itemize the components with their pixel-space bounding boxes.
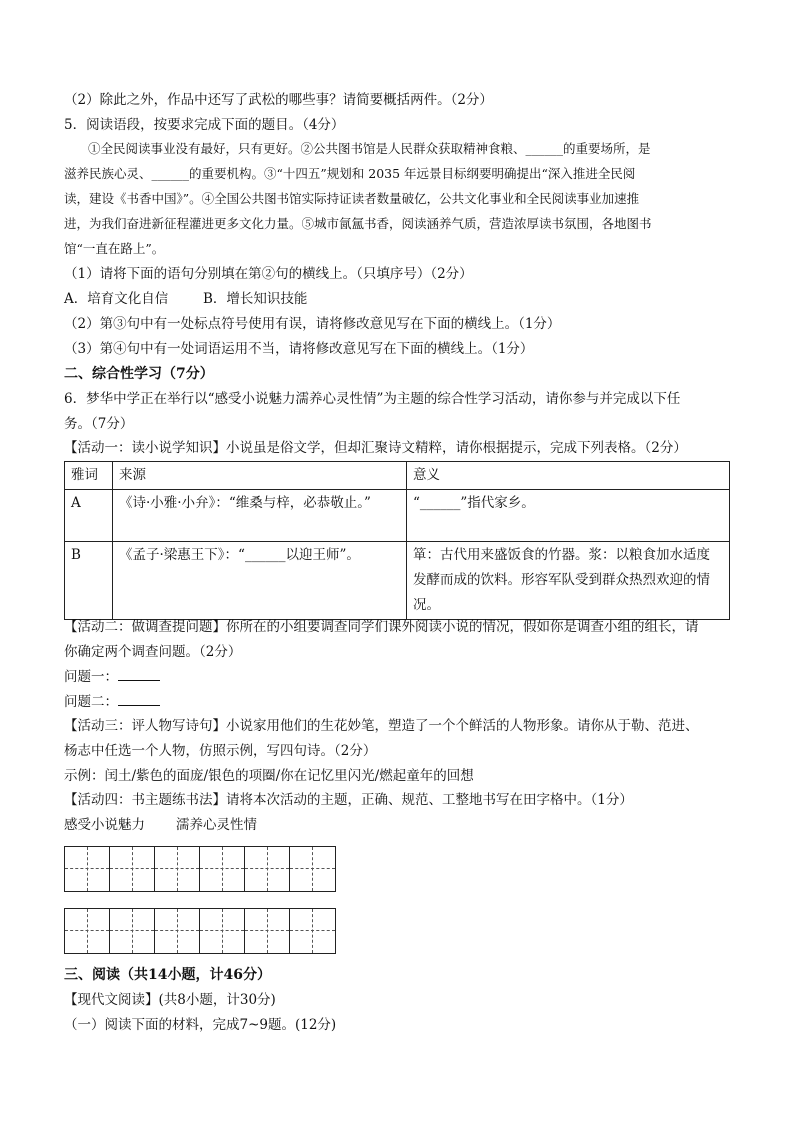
- activity1: 【活动一：读小说学知识】小说虽是俗文学，但却汇聚诗文精粹，请你根据提示，完成下列表格。（2分）: [64, 440, 687, 456]
- header-meaning: 意义: [407, 462, 730, 490]
- passage-line-1: ①全民阅读事业没有最好，只有更好。②公共图书馆是人民群众获取精神食粮、______的重要场所，是: [88, 141, 651, 156]
- section2-title: 二、综合性学习（7分）: [64, 366, 214, 382]
- question1: [64, 667, 160, 687]
- activity3-line-1: 【活动三：评人物写诗句】小说家用他们的生花妙笔，塑造了一个个鲜活的人物形象。请你从于勒、范进、: [64, 718, 699, 734]
- part1-heading: （一）阅读下面的材料，完成7~9题。(12分): [64, 1017, 337, 1033]
- activity2-line-2: 你确定两个调查问题。（2分）: [64, 644, 242, 660]
- grid-cell[interactable]: [155, 909, 200, 953]
- row-a-term: A: [65, 490, 113, 542]
- grid-cell[interactable]: [200, 847, 245, 891]
- calligraphy-phrase-1: 感受小说魅力: [64, 817, 145, 833]
- grid-cell[interactable]: [155, 847, 200, 891]
- writing-grid-1[interactable]: [64, 846, 336, 892]
- q5-sub3: （3）第④句中有一处词语运用不当，请将修改意见写在下面的横线上。（1分）: [64, 341, 534, 357]
- passage-line-4: 进，为我们奋进新征程灌进更多文化力量。⑤城市氤氲书香，阅读涵养气质，营造浓厚读书氛围，各地图书: [64, 216, 652, 231]
- option-b: B．增长知识技能: [203, 291, 308, 307]
- question1-label: 问题一：: [64, 669, 118, 685]
- grid-cell[interactable]: [110, 847, 155, 891]
- grid-cell[interactable]: [290, 909, 335, 953]
- row-a-source: 《诗·小雅·小弁》：“维桑与梓，必恭敬止。”: [113, 490, 407, 542]
- grid-cell[interactable]: [290, 847, 335, 891]
- option-a: A．培育文化自信: [64, 291, 169, 307]
- activity4: 【活动四：书主题练书法】请将本次活动的主题，正确、规范、工整地书写在田字格中。（1分）: [64, 792, 633, 808]
- writing-grid-2[interactable]: [64, 908, 336, 954]
- row-b-meaning: 箪：古代用来盛饭食的竹器。浆：以粮食加水适度发酵而成的饮料。形容军队受到群众热烈欢迎的情况。: [407, 542, 730, 620]
- grid-cell[interactable]: [245, 847, 290, 891]
- modern-reading: 【现代文阅读】(共8小题，计30分): [64, 992, 276, 1008]
- grid-cell[interactable]: [65, 847, 110, 891]
- grid-cell[interactable]: [245, 909, 290, 953]
- header-term: 雅词: [65, 462, 113, 490]
- table-row: [65, 542, 730, 620]
- q4-sub2: （2）除此之外，作品中还写了武松的哪些事？请简要概括两件。（2分）: [64, 92, 493, 108]
- q6-line-1: 6．梦华中学正在举行以“感受小说魅力濡养心灵性情”为主题的综合性学习活动，请你参与并完成以下任: [64, 391, 681, 407]
- vocab-table: [64, 461, 730, 620]
- table-header-row: [65, 462, 730, 490]
- question2-label: 问题二：: [64, 694, 118, 710]
- passage-line-5: 馆“一直在路上”。: [64, 241, 165, 256]
- grid-cell[interactable]: [110, 909, 155, 953]
- row-a-meaning: “______”指代家乡。: [407, 490, 730, 542]
- passage-line-2: 滋养民族心灵、______的重要机构。③“十四五”规划和 2035 年远景目标纲要明确提出“深入推进全民阅: [64, 166, 636, 181]
- grid-cell[interactable]: [65, 909, 110, 953]
- header-source: 来源: [113, 462, 407, 490]
- question2: [64, 692, 160, 712]
- question1-answer-blank[interactable]: [118, 667, 160, 681]
- table-row: [65, 490, 730, 542]
- activity3-line-2: 杨志中任选一个人物，仿照示例，写四句诗。（2分）: [64, 743, 377, 759]
- passage-line-3: 读，建设《书香中国》”。④全国公共图书馆实际持证读者数量破亿，公共文化事业和全民阅读事业加速推: [64, 191, 640, 206]
- q5-heading: 5．阅读语段，按要求完成下面的题目。（4分）: [64, 117, 345, 133]
- q5-sub1: （1）请将下面的语句分别填在第②句的横线上。（只填序号）（2分）: [64, 266, 473, 282]
- q6-line-2: 务。（7分）: [64, 416, 134, 432]
- row-b-source: 《孟子·梁惠王下》：“______以迎王师”。: [113, 542, 407, 620]
- activity2-line-1: 【活动二：做调查提问题】你所在的小组要调查同学们课外阅读小说的情况，假如你是调查小组的组长，请: [64, 619, 699, 635]
- question2-answer-blank[interactable]: [118, 692, 160, 706]
- row-b-term: B: [65, 542, 113, 620]
- calligraphy-phrase-2: 濡养心灵性情: [176, 817, 257, 833]
- grid-cell[interactable]: [200, 909, 245, 953]
- section3-title: 三、阅读（共14小题，计46分）: [64, 967, 271, 983]
- example: 示例：闰土/紫色的面庞/银色的项圈/你在记忆里闪光/燃起童年的回想: [64, 768, 474, 784]
- q5-sub2: （2）第③句中有一处标点符号使用有误，请将修改意见写在下面的横线上。（1分）: [64, 316, 561, 332]
